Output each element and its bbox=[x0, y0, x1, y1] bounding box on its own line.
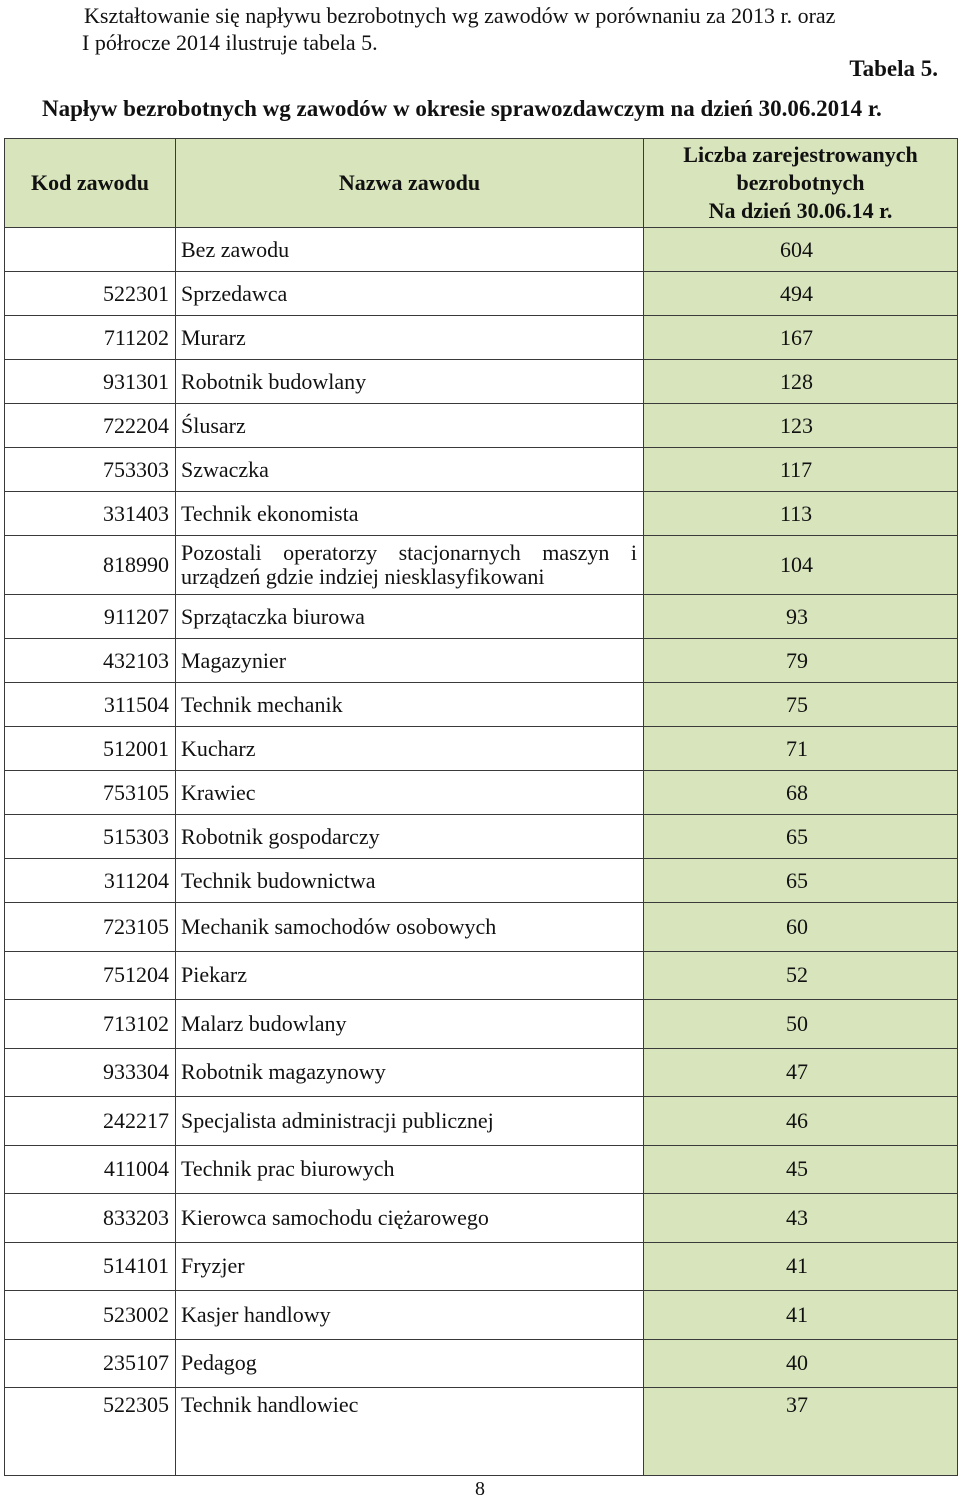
cell-name: Sprzątaczka biurowa bbox=[176, 595, 644, 639]
cell-count: 68 bbox=[644, 771, 958, 815]
cell-count: 117 bbox=[644, 448, 958, 492]
table-row bbox=[5, 859, 958, 903]
cell-name: Sprzedawca bbox=[176, 272, 644, 316]
table-row bbox=[5, 1145, 958, 1194]
cell-count: 50 bbox=[644, 1000, 958, 1049]
cell-count: 494 bbox=[644, 272, 958, 316]
table-row bbox=[5, 404, 958, 448]
header-count-line-3: Na dzień 30.06.14 r. bbox=[708, 198, 893, 223]
intro-paragraph bbox=[84, 2, 954, 56]
cell-name: Robotnik gospodarczy bbox=[176, 815, 644, 859]
occupations-table bbox=[4, 138, 958, 1476]
cell-code: 411004 bbox=[5, 1145, 176, 1194]
cell-count: 79 bbox=[644, 639, 958, 683]
cell-name: Krawiec bbox=[176, 771, 644, 815]
cell-count: 604 bbox=[644, 228, 958, 272]
table-row bbox=[5, 727, 958, 771]
cell-code: 522301 bbox=[5, 272, 176, 316]
cell-code: 723105 bbox=[5, 903, 176, 952]
cell-name: Murarz bbox=[176, 316, 644, 360]
table-number: Tabela 5. bbox=[849, 56, 938, 81]
table-row bbox=[5, 492, 958, 536]
cell-count: 46 bbox=[644, 1097, 958, 1146]
cell-code: 833203 bbox=[5, 1194, 176, 1243]
cell-name: Pedagog bbox=[176, 1339, 644, 1388]
cell-name: Piekarz bbox=[176, 951, 644, 1000]
cell-code: 235107 bbox=[5, 1339, 176, 1388]
table-row bbox=[5, 1242, 958, 1291]
cell-name bbox=[176, 536, 644, 595]
header-code: Kod zawodu bbox=[5, 139, 176, 228]
table-row bbox=[5, 1048, 958, 1097]
cell-code: 522305 bbox=[5, 1388, 176, 1476]
cell-code: 753303 bbox=[5, 448, 176, 492]
table-row bbox=[5, 951, 958, 1000]
cell-code: 933304 bbox=[5, 1048, 176, 1097]
cell-name: Kierowca samochodu ciężarowego bbox=[176, 1194, 644, 1243]
table-row bbox=[5, 1339, 958, 1388]
cell-count: 167 bbox=[644, 316, 958, 360]
table-row bbox=[5, 228, 958, 272]
cell-name: Ślusarz bbox=[176, 404, 644, 448]
table-row bbox=[5, 536, 958, 595]
table-row bbox=[5, 595, 958, 639]
table-row bbox=[5, 272, 958, 316]
table-row bbox=[5, 1388, 958, 1476]
cell-code: 911207 bbox=[5, 595, 176, 639]
cell-count: 71 bbox=[644, 727, 958, 771]
table-row bbox=[5, 448, 958, 492]
cell-name: Technik handlowiec bbox=[176, 1388, 644, 1476]
intro-line-1: Kształtowanie się napływu bezrobotnych wg zawodów w porównaniu za 2013 r. oraz bbox=[84, 3, 836, 28]
cell-count: 113 bbox=[644, 492, 958, 536]
header-name: Nazwa zawodu bbox=[176, 139, 644, 228]
cell-count: 41 bbox=[644, 1291, 958, 1340]
cell-name: Technik mechanik bbox=[176, 683, 644, 727]
cell-name: Kasjer handlowy bbox=[176, 1291, 644, 1340]
page-number: 8 bbox=[475, 1478, 485, 1500]
cell-count: 123 bbox=[644, 404, 958, 448]
cell-count: 104 bbox=[644, 536, 958, 595]
cell-count: 93 bbox=[644, 595, 958, 639]
cell-count: 52 bbox=[644, 951, 958, 1000]
cell-code: 818990 bbox=[5, 536, 176, 595]
cell-count: 65 bbox=[644, 815, 958, 859]
cell-code: 931301 bbox=[5, 360, 176, 404]
cell-name: Mechanik samochodów osobowych bbox=[176, 903, 644, 952]
cell-name: Bez zawodu bbox=[176, 228, 644, 272]
header-count bbox=[644, 139, 958, 228]
table-row bbox=[5, 316, 958, 360]
cell-code: 514101 bbox=[5, 1242, 176, 1291]
cell-name: Technik prac biurowych bbox=[176, 1145, 644, 1194]
table-row bbox=[5, 771, 958, 815]
cell-code: 713102 bbox=[5, 1000, 176, 1049]
table-row bbox=[5, 1194, 958, 1243]
cell-code: 512001 bbox=[5, 727, 176, 771]
cell-count: 75 bbox=[644, 683, 958, 727]
cell-name-text: Pozostali operatorzy stacjonarnych maszyn i urządzeń gdzie indziej niesklasyfikowani bbox=[181, 540, 637, 589]
cell-name: Robotnik budowlany bbox=[176, 360, 644, 404]
table-body bbox=[5, 228, 958, 1476]
cell-code: 523002 bbox=[5, 1291, 176, 1340]
cell-count: 43 bbox=[644, 1194, 958, 1243]
cell-code: 751204 bbox=[5, 951, 176, 1000]
cell-code: 515303 bbox=[5, 815, 176, 859]
cell-count: 41 bbox=[644, 1242, 958, 1291]
table-row bbox=[5, 1000, 958, 1049]
header-count-line-2: bezrobotnych bbox=[736, 170, 865, 195]
cell-count: 128 bbox=[644, 360, 958, 404]
cell-count: 47 bbox=[644, 1048, 958, 1097]
cell-code: 722204 bbox=[5, 404, 176, 448]
cell-name: Szwaczka bbox=[176, 448, 644, 492]
cell-name: Magazynier bbox=[176, 639, 644, 683]
cell-name: Kucharz bbox=[176, 727, 644, 771]
cell-name: Technik ekonomista bbox=[176, 492, 644, 536]
cell-code: 242217 bbox=[5, 1097, 176, 1146]
cell-code bbox=[5, 228, 176, 272]
cell-name: Robotnik magazynowy bbox=[176, 1048, 644, 1097]
table-row bbox=[5, 1291, 958, 1340]
cell-count: 60 bbox=[644, 903, 958, 952]
cell-name: Technik budownictwa bbox=[176, 859, 644, 903]
table-caption: Napływ bezrobotnych wg zawodów w okresie sprawozdawczym na dzień 30.06.2014 r. bbox=[42, 96, 882, 121]
table-header bbox=[5, 139, 958, 228]
cell-count: 45 bbox=[644, 1145, 958, 1194]
cell-code: 711202 bbox=[5, 316, 176, 360]
cell-name: Fryzjer bbox=[176, 1242, 644, 1291]
header-count-line-1: Liczba zarejestrowanych bbox=[683, 142, 918, 167]
cell-code: 331403 bbox=[5, 492, 176, 536]
cell-count: 65 bbox=[644, 859, 958, 903]
table-row bbox=[5, 815, 958, 859]
cell-code: 311204 bbox=[5, 859, 176, 903]
table-row bbox=[5, 903, 958, 952]
header-row bbox=[5, 139, 958, 228]
intro-line-2: I półrocze 2014 ilustruje tabela 5. bbox=[82, 30, 378, 55]
cell-code: 311504 bbox=[5, 683, 176, 727]
cell-code: 432103 bbox=[5, 639, 176, 683]
table-row bbox=[5, 639, 958, 683]
cell-count: 40 bbox=[644, 1339, 958, 1388]
table-row bbox=[5, 683, 958, 727]
cell-name: Specjalista administracji publicznej bbox=[176, 1097, 644, 1146]
cell-count: 37 bbox=[644, 1388, 958, 1476]
table-row bbox=[5, 360, 958, 404]
cell-name: Malarz budowlany bbox=[176, 1000, 644, 1049]
cell-code: 753105 bbox=[5, 771, 176, 815]
table-row bbox=[5, 1097, 958, 1146]
